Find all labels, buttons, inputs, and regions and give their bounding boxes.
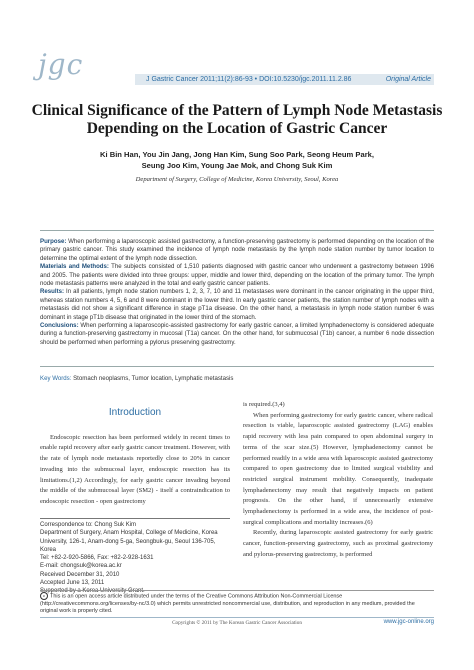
results-label: Results: <box>40 288 65 296</box>
corr-line: Correspondence to: Chong Suk Kim <box>40 522 137 528</box>
conclusions-label: Conclusions: <box>40 322 79 330</box>
left-column <box>40 400 230 508</box>
keywords <box>40 375 434 382</box>
right-paragraph-1: is required.(3,4) <box>243 401 285 408</box>
purpose-label: Purpose: <box>40 238 67 245</box>
creative-commons-icon: c <box>40 592 48 600</box>
corr-line: Tel: +82-2-920-5866, Fax: +82-2-928-1631 <box>40 555 154 562</box>
abstract <box>40 238 434 347</box>
authors <box>60 150 414 171</box>
results-text: In all patients, lymph node station numbers 1, 2, 3, 7, 10 and 11 metastases were dominant in the cancer originating in the upper third, whereas station numbers 4, 5, 6 and 8 were dominant in the lower third. In early gastric cancer patients, the station number of lymph nodes with a metastasis did not show a significant difference in stage pT1a disease. On the other hand, a metastasis in lymph node station number 6 was dominant in stage pT1b disease that originated in the lower third of the stomach. <box>40 288 435 321</box>
title-line: Depending on the Location of Gastric Cancer <box>86 120 388 137</box>
authors-line: Ki Bin Han, You Jin Jang, Jong Han Kim, Sung Soo Park, Seong Heum Park, <box>100 150 374 159</box>
conclusions-text: When performing a laparoscopic-assisted gastrectomy for early gastric cancer, a limited lymphadenectomy is considered adequate during a function-preserving gastrectomy in mucosal (T1a) cancer. On the other hand, for submucosal (T1b) cancer, a number 6 node dissection should be performed when performing a pylorus preserving gastrectomy. <box>40 322 434 346</box>
corr-line: Supported by a Korea University Grant. <box>40 588 145 595</box>
citation: J Gastric Cancer 2011;11(2):86-93 • DOI:10.5230/jgc.2011.11.2.86 <box>146 76 352 83</box>
affiliation: Department of Surgery, College of Medicine, Korea University, Seoul, Korea <box>135 176 339 183</box>
right-paragraph-2: When performing gastrectomy for early gastric cancer, where radical resection is viable, laparoscopic assisted gastrectomy (LAG) enables rapid recovery with less pain compared to open abdominal surgery in terms of the scar size.(5) However, lymphadenectomy cannot be performed readily in a wide area with laparoscopic assisted gastrectomy compared to open gastrectomy due to limited surgical visibility and restricted surgical instrument mobility. Consequently, inadequate lymphadenectomy may result that negatively impacts on patient prognosis. On the other hand, if unnecessarily extensive lymphadenectomy is performed in a wide area, the incidence of post-surgical complications and mortality increases.(6) <box>243 411 433 526</box>
license-rule <box>40 590 434 591</box>
license-text: This is an open access article distributed under the terms of the Creative Commons Attribution Non-Commercial License (http://creativecommons.org/licenses/by-nc/3.0) which permits unrestricted noncommercial use, distribution, and reproduction in any medium, provided the original work is properly cited. <box>40 593 415 614</box>
correspondence <box>40 521 230 596</box>
purpose-text: When performing a laparoscopic assisted gastrectomy, a function-preserving gastrectomy is performed depending on the location of the primary gastric cancer. This study examined the incidence of lymph node metastasis by the lymph node station number by tumor location to determine the optimal extent of the lymph node dissection. <box>40 238 434 262</box>
keywords-text: Stomach neoplasms, Tumor location, Lymphatic metastasis <box>73 375 234 382</box>
corr-line: Received December 31, 2010 <box>40 571 120 578</box>
copyright: Copyrights © 2011 by The Korean Gastric Cancer Association <box>172 620 302 626</box>
keywords-label: Key Words: <box>40 375 72 382</box>
right-column <box>243 400 433 561</box>
right-paragraph-3: Recently, during laparoscopic assisted gastrectomy for early gastric cancer, function-preserving gastrectomy, such as proximal gastrectomy and pylorus-preserving gastrectomy, is performed <box>243 529 433 558</box>
methods-text: The subjects consisted of 1,510 patients diagnosed with gastric cancer who underwent a gastrectomy between 1996 and 2005. The patients were divided into three groups: upper, middle and lower third, depending on the location of the primary tumor. The lymph node metastasis patterns were analyzed in the total and early gastric cancer patients. <box>40 263 434 288</box>
corr-line: E-mail: chongsuk@korea.ac.kr <box>40 563 122 570</box>
title-line: Clinical Significance of the Pattern of Lymph Node Metastasis <box>31 102 443 119</box>
left-paragraph: Endoscopic resection has been performed widely in recent times to enable rapid recovery after early gastric cancer treatment. However, with the rate of lymph node metastasis reportedly close to 20% in cancer invading into the submucosal layer, endoscopic resection has its limitations.(1,2) Accordingly, for early gastric cancer invading beyond the middle of the submucosal layer (SM2) - itself a contraindication to endoscopic resection - open gastrectomy <box>40 433 230 505</box>
intro-heading: Introduction <box>108 407 162 418</box>
article-type-badge: Original Article <box>385 76 431 83</box>
corr-line: University, 126-1, Anam-dong 5-ga, Seongbuk-gu, Seoul 136-705, Korea <box>40 538 216 553</box>
authors-line: Seung Joo Kim, Young Jae Mok, and Chong Suk Kim <box>141 160 333 170</box>
journal-header <box>0 0 474 90</box>
corr-line: Department of Surgery, Anam Hospital, College of Medicine, Korea <box>40 530 218 537</box>
methods-label: Materials and Methods: <box>40 263 109 271</box>
journal-logo: jgc <box>38 48 84 81</box>
license-notice <box>40 592 434 615</box>
correspondence-rule <box>40 518 230 519</box>
article-title <box>30 102 444 138</box>
abstract-top-rule <box>40 230 434 231</box>
journal-website-link[interactable]: www.jgc-online.org <box>383 619 434 625</box>
corr-line: Accepted June 13, 2011 <box>40 580 105 587</box>
abstract-bottom-rule <box>40 366 434 367</box>
